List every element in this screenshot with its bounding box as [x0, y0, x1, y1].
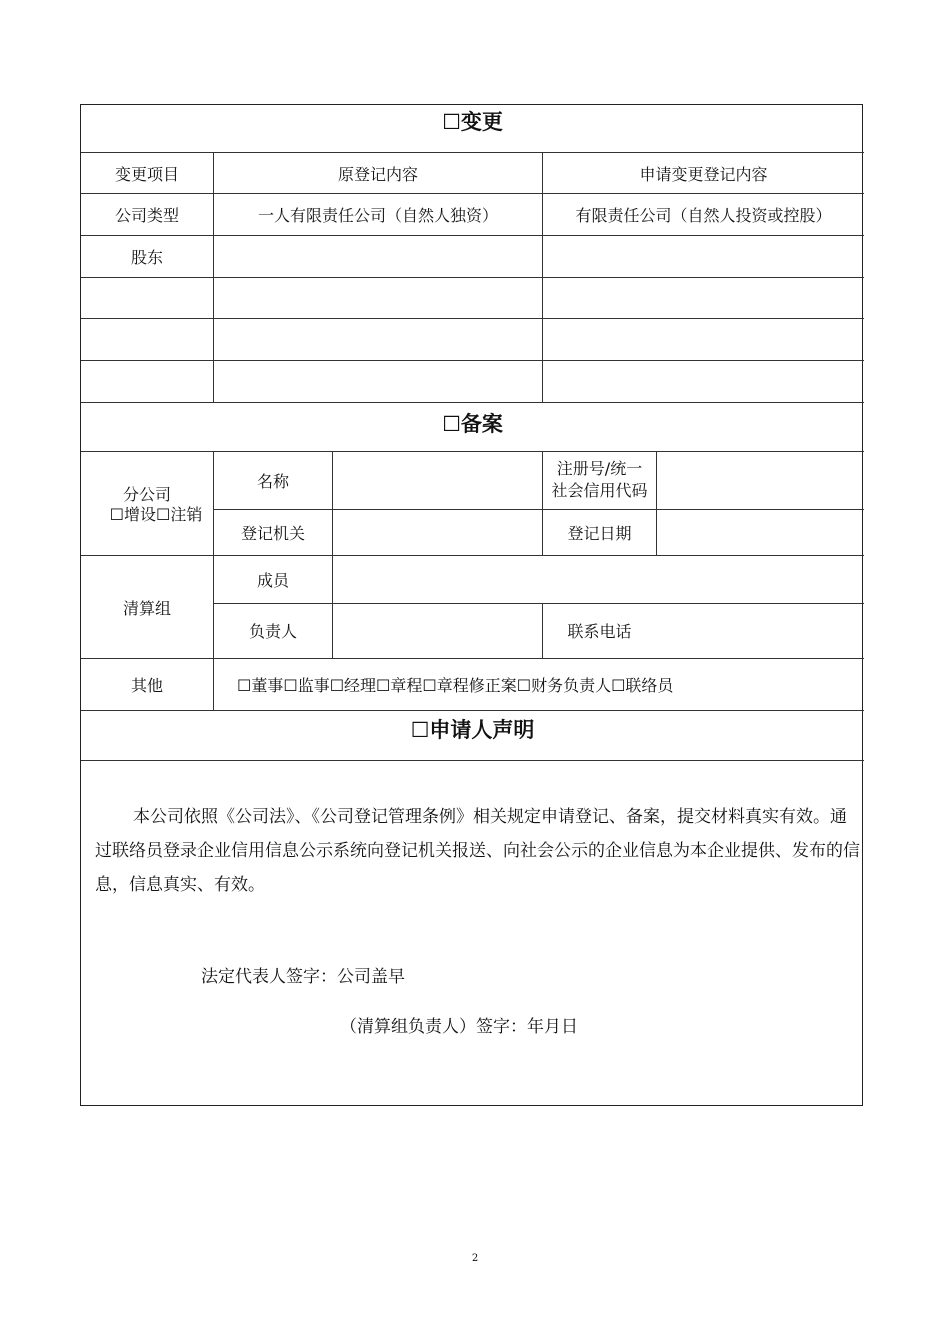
members-label: 成员 — [256, 571, 289, 590]
page-number: 2 — [471, 1253, 479, 1264]
branch-label: 分公司 — [122, 485, 171, 504]
branch-add-cancel-checkboxes[interactable]: ☐增设☐注销 — [109, 505, 203, 524]
branch-name-label: 名称 — [256, 472, 289, 491]
other-label: 其他 — [130, 676, 163, 695]
change-row-new[interactable]: 有限责任公司（自然人投资或控股） — [575, 206, 832, 225]
declaration-text: 本公司依照《公司法》、《公司登记管理条例》相关规定申请登记、备案，提交材料真实有效。通过联络员登录企业信用信息公示系统向登记机关报送、向社会公示的企业信息为本企业提供、发布的信息，信息真实、有效。 — [95, 807, 860, 895]
change-row-original[interactable]: 一人有限责任公司（自然人独资） — [257, 206, 498, 225]
col-header-original-content: 原登记内容 — [337, 165, 418, 184]
col-header-new-content: 申请变更登记内容 — [639, 165, 768, 184]
reg-no-label-line2: 社会信用代码 — [551, 481, 648, 500]
change-row-item: 股东 — [130, 248, 163, 267]
registration-form — [80, 104, 863, 1106]
col-header-change-item: 变更项目 — [114, 165, 179, 184]
leader-label: 负责人 — [248, 622, 297, 641]
liquidation-leader-signature-line[interactable]: （清算组负责人）签字：年月日 — [340, 1017, 578, 1037]
other-options-checkboxes[interactable]: ☐董事☐监事☐经理☐章程☐章程修正案☐财务负责人☐联络员 — [237, 676, 674, 695]
declaration-section-header[interactable]: ☐申请人声明 — [410, 718, 535, 742]
change-section-header[interactable]: ☐变更 — [442, 110, 503, 134]
legal-rep-signature-line[interactable]: 法定代表人签字：公司盖早 — [201, 967, 405, 987]
reg-no-label-line1: 注册号/统一 — [556, 459, 643, 478]
change-row-item: 公司类型 — [114, 206, 179, 225]
phone-label: 联系电话 — [567, 622, 632, 641]
reg-date-label: 登记日期 — [567, 524, 632, 543]
liquidation-group-label: 清算组 — [122, 599, 171, 618]
reg-authority-label: 登记机关 — [240, 524, 305, 543]
filing-section-header[interactable]: ☐备案 — [442, 412, 503, 436]
